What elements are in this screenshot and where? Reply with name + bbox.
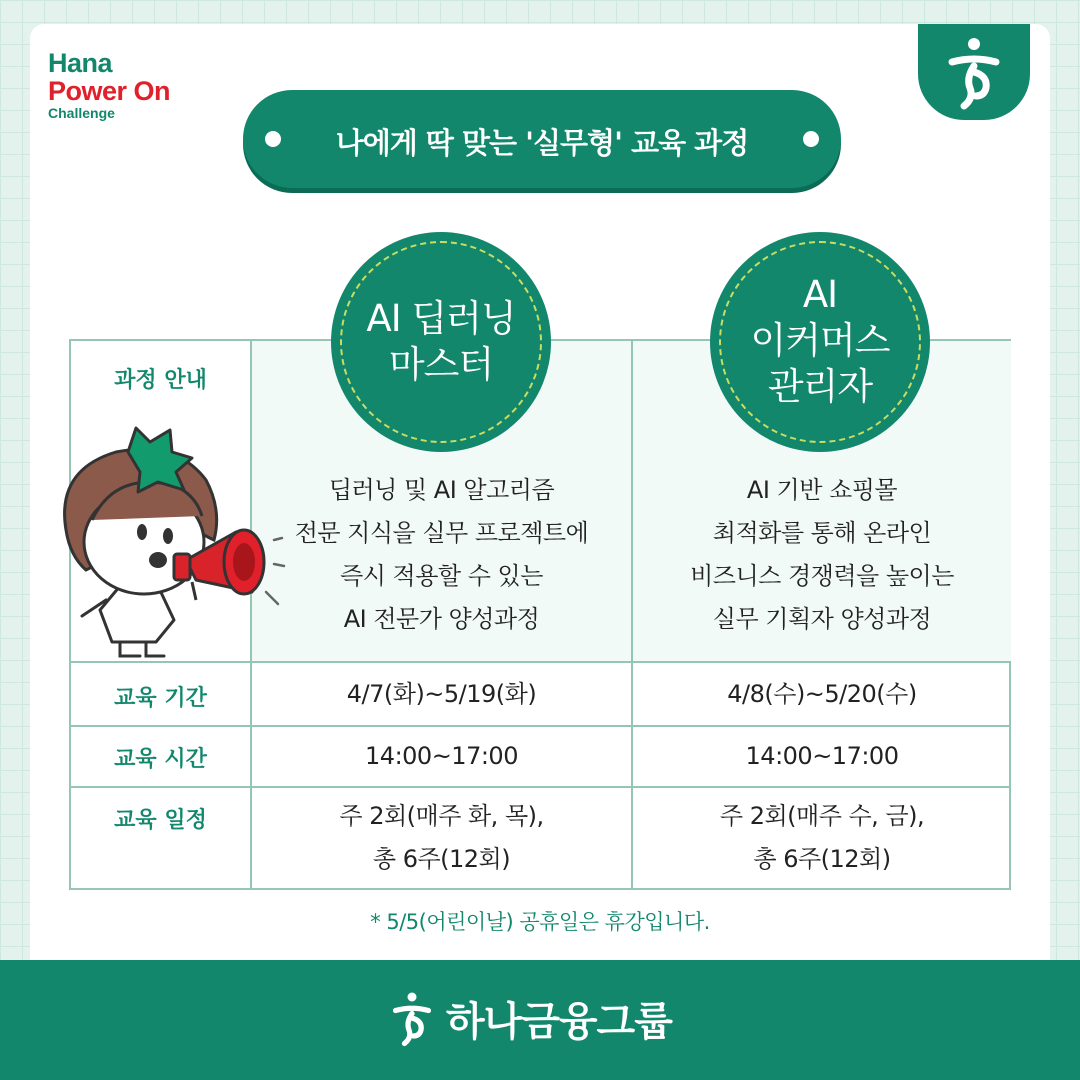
hana-power-on-logo xyxy=(48,50,170,120)
course-1-description-line: AI 전문가 양성과정 xyxy=(343,605,540,633)
table-row-divider-2 xyxy=(71,725,1009,727)
course-2-description xyxy=(633,469,1011,641)
footer-bar xyxy=(0,960,1080,1080)
course-2-description-line: 최적화를 통해 온라인 xyxy=(712,519,932,547)
course-1-title-line: AI 딥러닝 xyxy=(366,297,516,340)
course-2-title xyxy=(710,272,930,410)
row-label-time: 교육 시간 xyxy=(114,747,207,772)
corner-badge xyxy=(918,24,1030,120)
course-1-description xyxy=(252,469,631,641)
row-label-schedule: 교육 일정 xyxy=(114,808,207,833)
course-1-description-line: 전문 지식을 실무 프로젝트에 xyxy=(294,519,589,547)
course-2-description-line: 실무 기획자 양성과정 xyxy=(712,605,932,633)
course-2-schedule xyxy=(633,795,1011,881)
course-2-period: 4/8(수)~5/20(수) xyxy=(727,680,917,708)
row-label-period: 교육 기간 xyxy=(114,686,207,711)
course-1-period: 4/7(화)~5/19(화) xyxy=(346,680,537,708)
logo-line-1: Hana xyxy=(48,48,113,78)
holiday-note: * 5/5(어린이날) 공휴일은 휴강입니다. xyxy=(370,910,710,934)
course-1-schedule-line: 총 6주(12회) xyxy=(372,845,511,873)
course-2-time: 14:00~17:00 xyxy=(745,742,899,770)
mascot-character xyxy=(46,420,286,670)
hana-symbol-icon xyxy=(944,32,1004,112)
course-1-schedule xyxy=(252,795,631,881)
table-row-divider-3 xyxy=(71,786,1009,788)
logo-line-2: Power On xyxy=(48,76,171,106)
course-2-title-line: 이커머스 xyxy=(750,319,890,362)
page-title: 나에게 딱 맞는 '실무형' 교육 과정 xyxy=(335,126,749,160)
logo-line-3: Challenge xyxy=(48,105,115,121)
course-1-title-line: 마스터 xyxy=(388,343,494,386)
course-1-description-line: 딥러닝 및 AI 알고리즘 xyxy=(328,476,555,504)
course-1-title xyxy=(331,296,551,388)
course-1-time: 14:00~17:00 xyxy=(365,742,518,770)
footer-brand xyxy=(388,988,672,1048)
course-2-title-badge xyxy=(710,232,930,452)
hana-symbol-icon xyxy=(388,988,436,1048)
course-2-description-line: AI 기반 쇼핑몰 xyxy=(746,476,898,504)
row-label-guide: 과정 안내 xyxy=(114,368,207,393)
course-2-title-line: 관리자 xyxy=(767,365,873,408)
course-1-title-badge xyxy=(331,232,551,452)
course-2-description-line: 비즈니스 경쟁력을 높이는 xyxy=(690,562,954,590)
course-2-title-line: AI xyxy=(802,273,838,316)
title-banner xyxy=(243,90,841,188)
course-2-schedule-line: 총 6주(12회) xyxy=(753,845,891,873)
group-name: 하나금융그룹 xyxy=(446,998,672,1045)
course-1-schedule-line: 주 2회(매주 화, 목), xyxy=(339,802,544,830)
course-2-schedule-line: 주 2회(매주 수, 금), xyxy=(719,802,925,830)
course-1-description-line: 즉시 적용할 수 있는 xyxy=(340,562,543,590)
